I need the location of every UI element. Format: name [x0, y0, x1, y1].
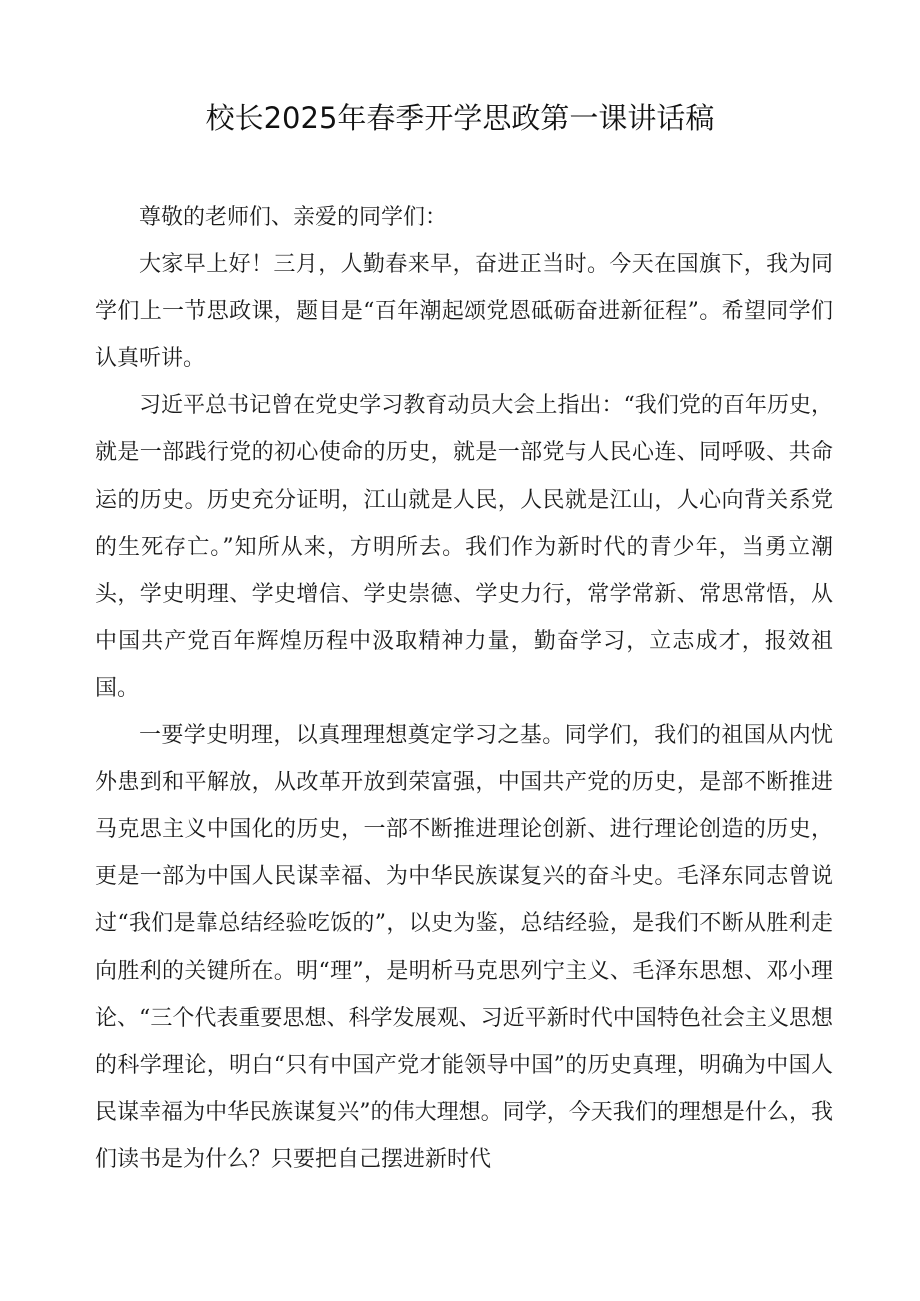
paragraph-greeting: 尊敬的老师们、亲爱的同学们：: [139, 205, 448, 230]
paragraph-point-one: 一要学史明理，以真理理想奠定学习之基。同学们，我们的祖国从内忧外患到和平解放，从改革开放到荣富强，中国共产党的历史，是部不断推进马克思主义中国化的历史，一部不断推进理论创新、进行理论创造的历史，更是一部为中国人民谋幸福、为中华民族谋复兴的奋斗史。毛泽东同志曾说过“我们是靠总结经验吃饭的”，以史为鉴，总结经验，是我们不断从胜利走向胜利的关键所在。明“理”，是明析马克思列宁主义、毛泽东思想、邓小理论、“三个代表重要思想、科学发展观、习近平新时代中国特色社会主义思想的科学理论，明白“只有中国产党才能领导中国”的历史真理，明确为中国人民谋幸福为中华民族谋复兴”的伟大理想。同学，今天我们的理想是什么，我们读书是为什么？只要把自己摆进新时代: [95, 723, 833, 1172]
paragraph-quote: 习近平总书记曾在党史学习教育动员大会上指出：“我们党的百年历史，就是一部践行党的初心使命的历史，就是一部党与人民心连、同呼吸、共命运的历史。历史充分证明，江山就是人民，人民就是江山，人心向背关系党的生死存亡。”知所从来，方明所去。我们作为新时代的青少年，当勇立潮头，学史明理、学史增信、学史崇德、学史力行，常学常新、常思常悟，从中国共产党百年辉煌历程中汲取精神力量，勤奋学习，立志成才，报效祖国。: [95, 393, 833, 701]
page-title: 校长2025年春季开学思政第一课讲话稿: [205, 101, 715, 135]
paragraph-intro: 大家早上好！三月，人勤春来早，奋进正当时。今天在国旗下，我为同学们上一节思政课，题目是“百年潮起颂党恩砥砺奋进新征程”。希望同学们认真听讲。: [95, 252, 833, 372]
document-body: [95, 194, 833, 1183]
